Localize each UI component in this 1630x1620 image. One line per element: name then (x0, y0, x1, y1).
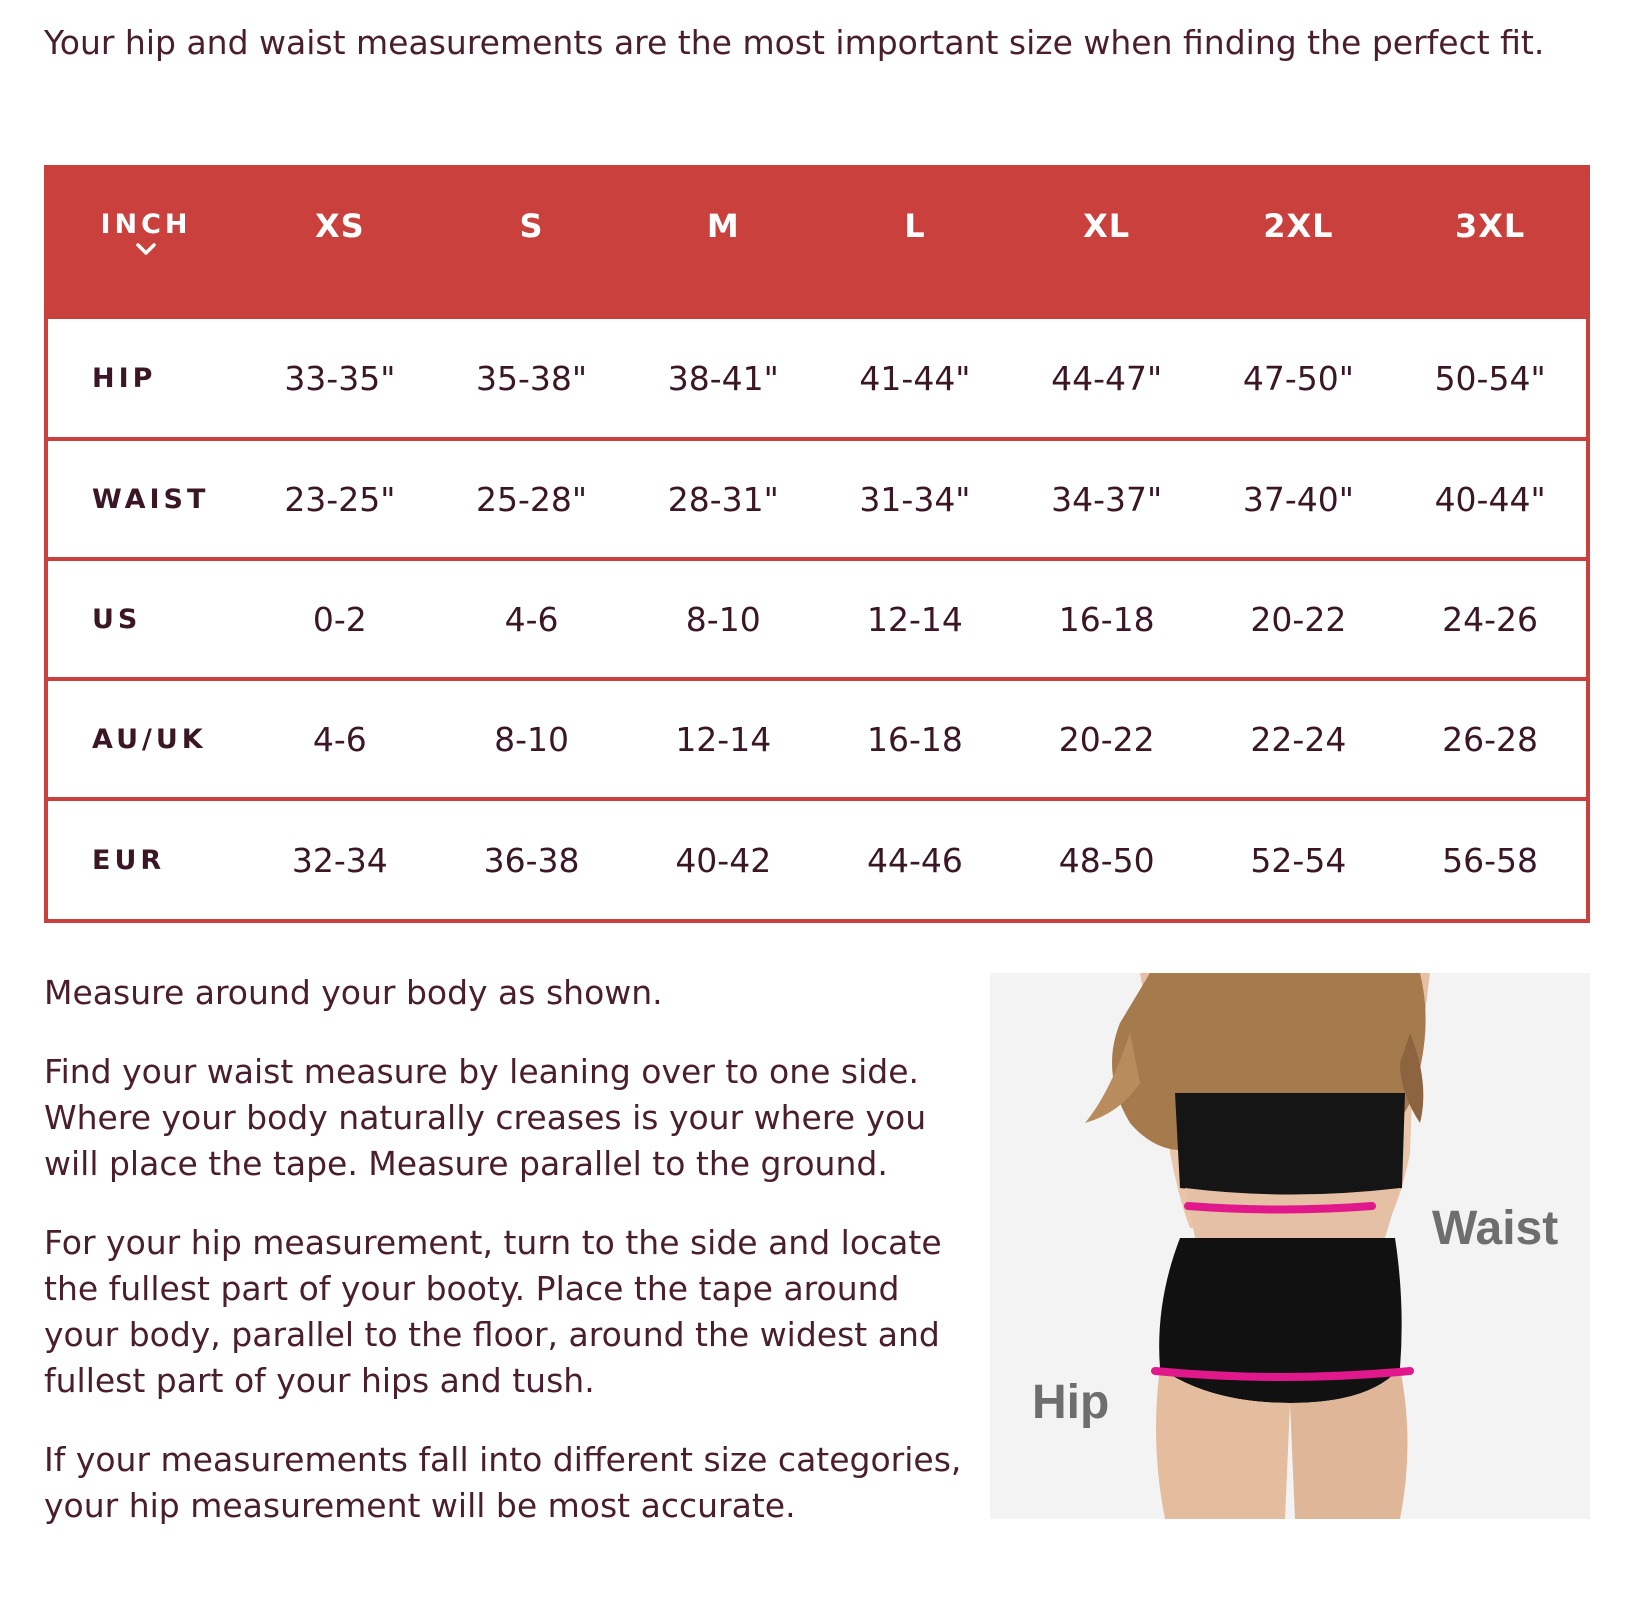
waist-tape-line (1188, 1206, 1372, 1210)
size-header: 2XL (1263, 207, 1334, 245)
size-cell: 50-54" (1434, 358, 1546, 398)
size-cell: 52-54 (1250, 840, 1347, 880)
size-header-row (48, 169, 1586, 319)
size-row-eur (48, 799, 1586, 919)
size-cell: 8-10 (685, 599, 761, 639)
size-header: 3XL (1454, 207, 1526, 245)
size-cell: 44-47" (1051, 358, 1163, 398)
size-cell: 38-41" (667, 358, 779, 398)
size-cell: 40-42 (675, 840, 772, 880)
size-cell: 22-24 (1250, 719, 1347, 759)
size-cell: 20-22 (1058, 719, 1155, 759)
size-header: M (706, 207, 740, 245)
size-cell: 37-40" (1242, 479, 1354, 519)
size-cell: 25-28" (476, 479, 588, 519)
size-cell: 40-44" (1434, 479, 1546, 519)
hip-label: Hip (1032, 1376, 1110, 1429)
size-cell: 12-14 (675, 719, 772, 759)
size-cell: 35-38" (476, 358, 588, 398)
size-cell: 28-31" (667, 479, 779, 519)
intro-text: Your hip and waist measurements are the most important size when finding the perfect fit. (44, 23, 1545, 62)
row-label: EUR (92, 844, 166, 876)
instruction-paragraph: For your hip measurement, turn to the side and locate the fullest part of your booty. Place the tape around your body, parallel to the floor, around the widest and fullest part of your hips and tush. (44, 1223, 942, 1400)
size-row-hip (48, 319, 1586, 439)
unit-toggle[interactable] (48, 169, 244, 319)
size-cell: 24-26 (1442, 599, 1539, 639)
size-cell: 44-46 (867, 840, 963, 880)
instruction-paragraph: Find your waist measure by leaning over to one side. Where your body naturally creases is your where you will place the tape. Measure parallel to the ground. (44, 1052, 927, 1183)
size-cell: 34-37" (1051, 479, 1163, 519)
size-header: S (519, 207, 544, 245)
size-cell: 12-14 (867, 599, 963, 639)
size-cell: 33-35" (284, 358, 396, 398)
size-cell: 47-50" (1242, 358, 1354, 398)
measuring-instructions (44, 970, 964, 1562)
size-row-au-uk (48, 679, 1586, 799)
size-cell: 56-58 (1442, 840, 1539, 880)
row-label: WAIST (92, 483, 210, 515)
size-header: L (904, 207, 926, 245)
size-cell: 4-6 (312, 719, 367, 759)
size-header: XL (1083, 207, 1131, 245)
size-cell: 0-2 (312, 599, 367, 639)
unit-label: INCH (100, 209, 192, 240)
size-chart (44, 165, 1590, 923)
size-cell: 16-18 (867, 719, 963, 759)
size-cell: 16-18 (1058, 599, 1155, 639)
instruction-paragraph: Measure around your body as shown. (44, 973, 663, 1012)
size-header: XS (314, 207, 365, 245)
size-row-us (48, 559, 1586, 679)
row-label: US (92, 603, 142, 635)
size-cell: 36-38 (483, 840, 580, 880)
waist-label: Waist (1432, 1202, 1559, 1255)
row-label: HIP (92, 362, 157, 394)
size-cell: 26-28 (1442, 719, 1539, 759)
size-cell: 8-10 (494, 719, 569, 759)
size-cell: 31-34" (859, 479, 971, 519)
crop-top (1175, 1093, 1405, 1196)
instruction-paragraph: If your measurements fall into different size categories, your hip measurement will be most accurate. (44, 1440, 962, 1525)
size-cell: 4-6 (504, 599, 559, 639)
size-cell: 48-50 (1058, 840, 1155, 880)
size-cell: 41-44" (859, 358, 971, 398)
row-label: AU/UK (92, 723, 207, 755)
size-chart-table (48, 169, 1586, 919)
measurement-figure (990, 973, 1590, 1519)
size-cell: 32-34 (291, 840, 388, 880)
chevron-down-icon (135, 242, 157, 256)
size-cell: 20-22 (1250, 599, 1347, 639)
size-cell: 23-25" (284, 479, 396, 519)
size-row-waist (48, 439, 1586, 559)
